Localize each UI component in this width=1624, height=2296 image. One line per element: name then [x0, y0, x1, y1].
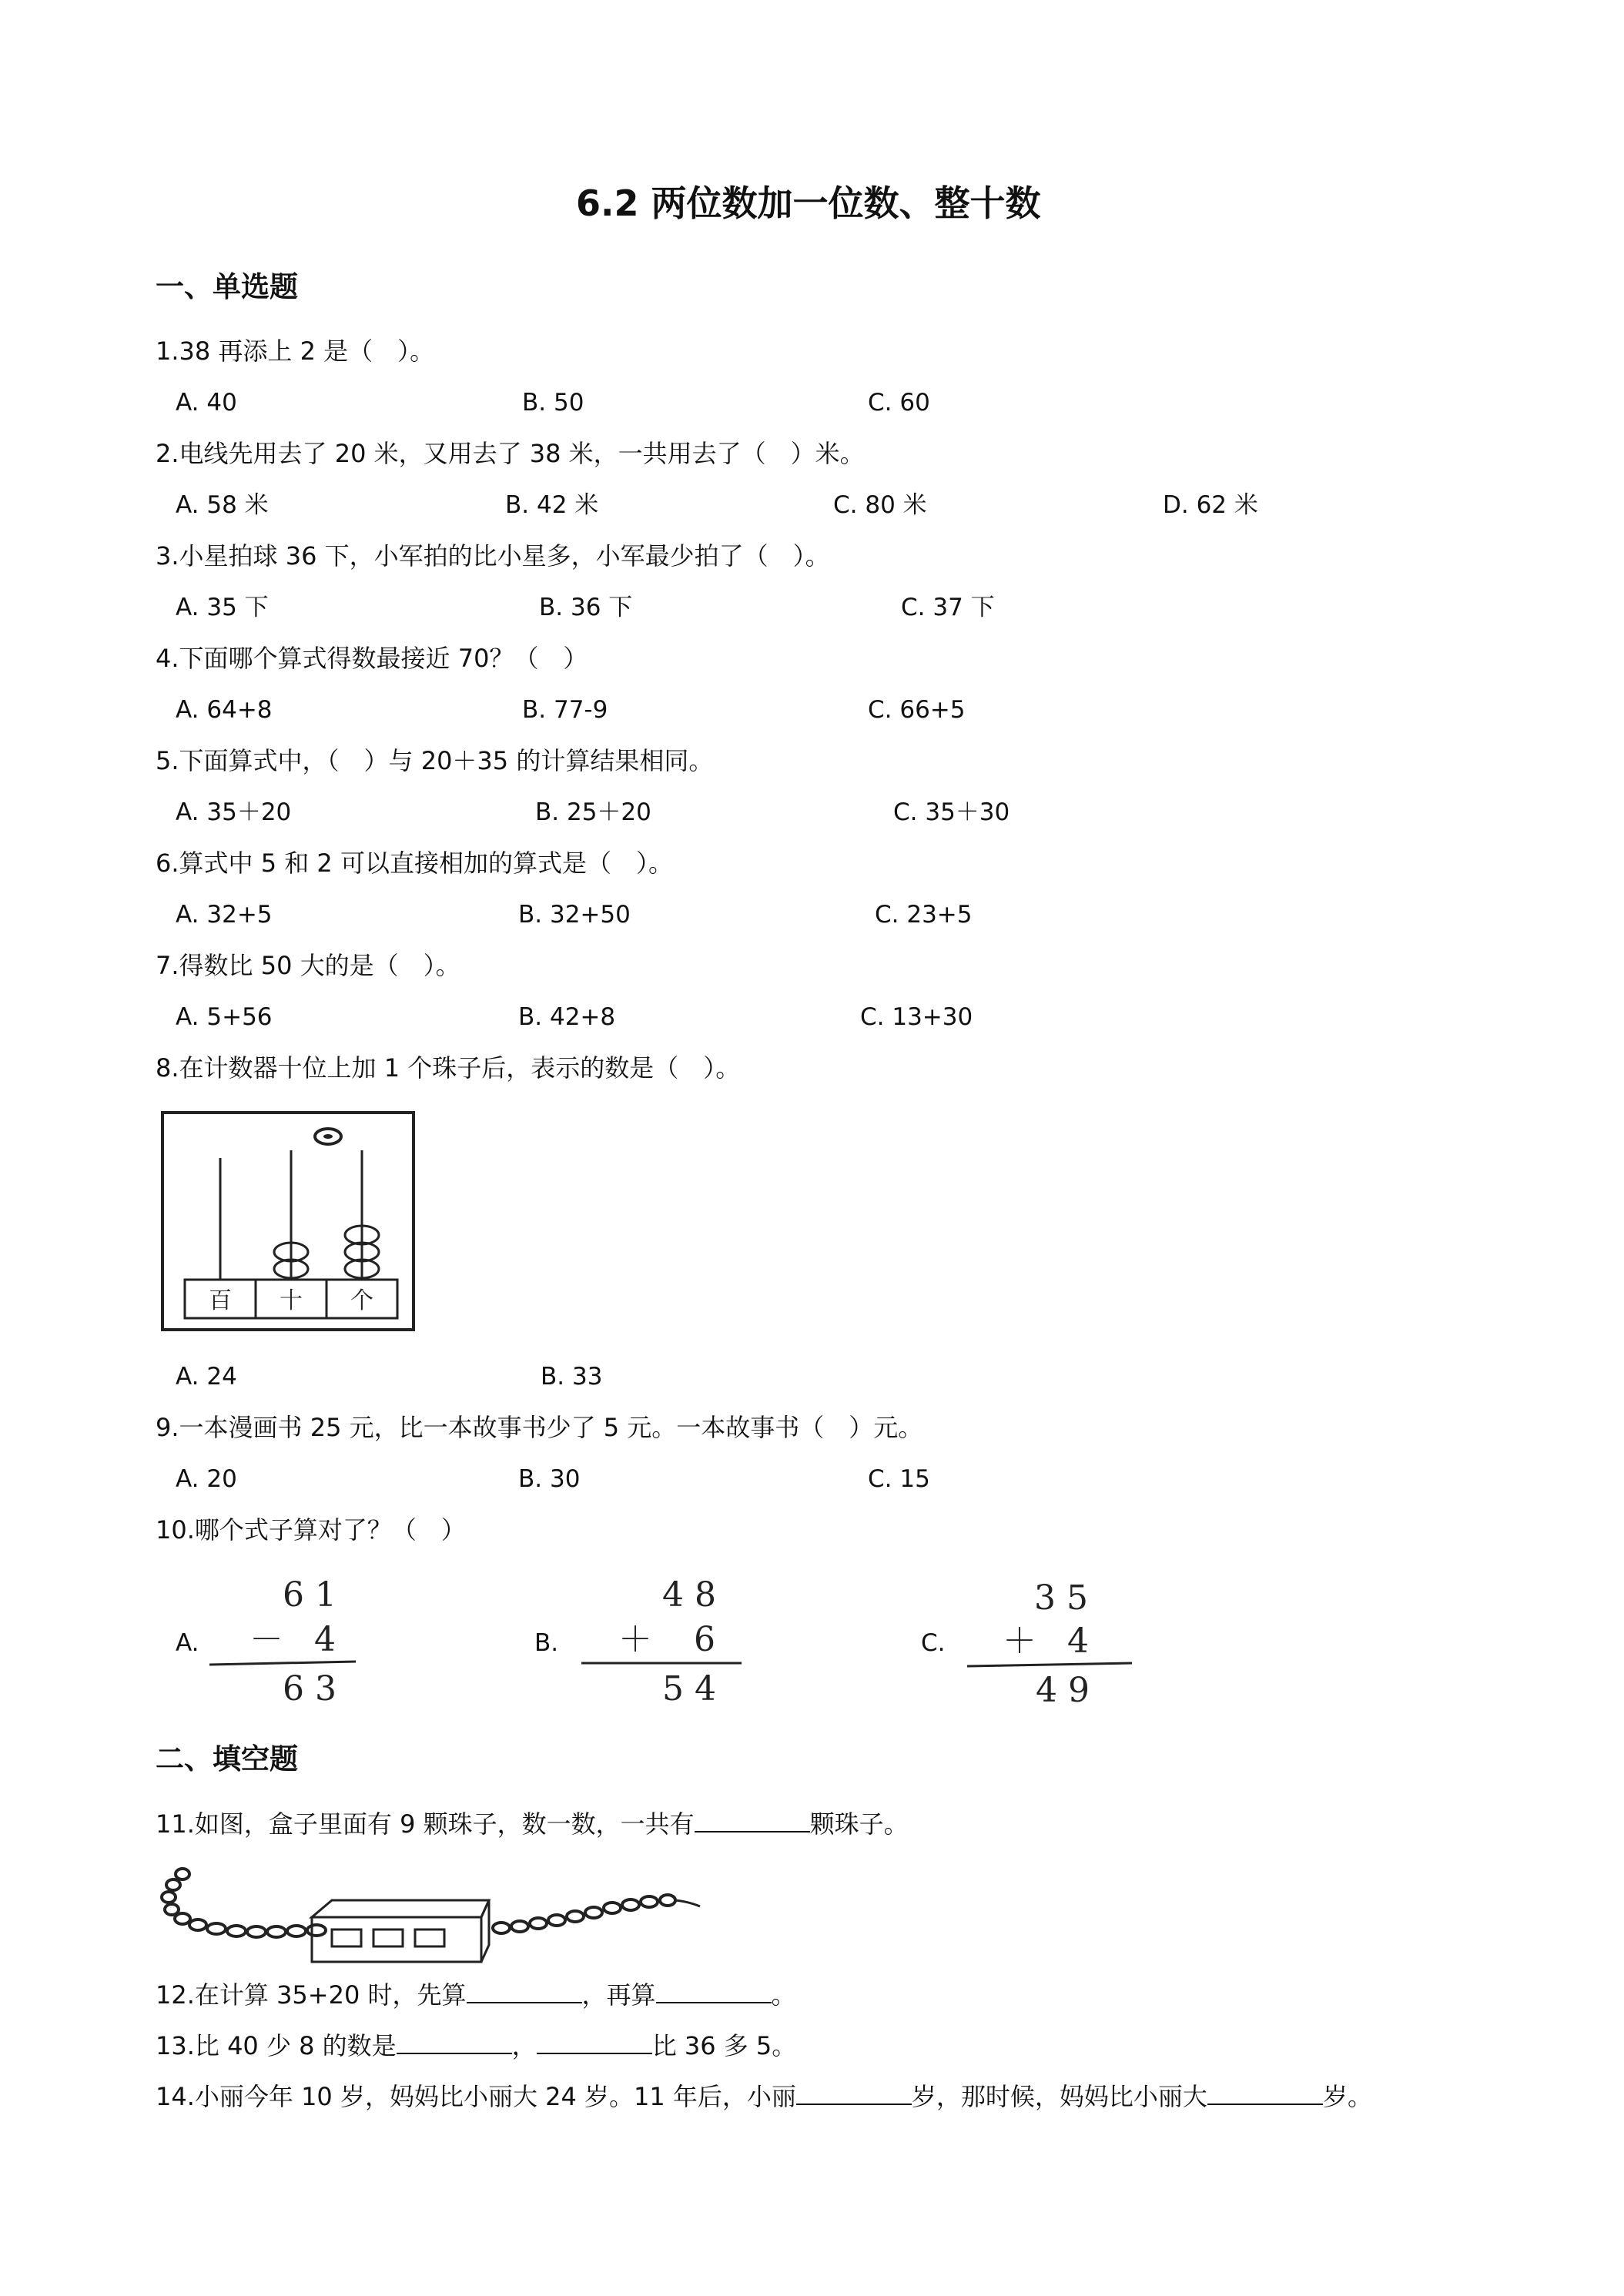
question-13-blank-1[interactable]	[397, 2030, 512, 2054]
vertical-calc-a-second: 4	[314, 1620, 336, 1659]
question-5-option-a[interactable]: A. 35＋20	[176, 798, 292, 826]
question-7-stem: 7.得数比 50 大的是（ ）。	[156, 951, 460, 980]
abacus-label-tens: 十	[280, 1287, 303, 1314]
vertical-calc-a-result: 6 3	[283, 1669, 337, 1709]
vertical-calc-b	[574, 1571, 751, 1709]
question-2-option-a[interactable]: A. 58 米	[176, 491, 269, 519]
page-title: 6.2 两位数加一位数、整十数	[576, 182, 1041, 224]
question-14-blank-1[interactable]	[796, 2080, 912, 2105]
vertical-calc-c	[961, 1571, 1138, 1709]
question-2-option-c[interactable]: C. 80 米	[833, 491, 927, 519]
question-6-option-a[interactable]: A. 32+5	[176, 901, 273, 929]
bead-box-figure	[158, 1862, 712, 1966]
question-2-option-d[interactable]: D. 62 米	[1163, 491, 1258, 519]
question-7-option-a[interactable]: A. 5+56	[176, 1003, 273, 1031]
abacus-label-hundreds: 百	[209, 1287, 232, 1314]
vertical-calc-c-result: 4 9	[1036, 1671, 1090, 1709]
question-11	[156, 1808, 909, 1839]
question-5-stem: 5.下面算式中，（ ）与 20＋35 的计算结果相同。	[156, 746, 714, 775]
question-8-stem: 8.在计数器十位上加 1 个珠子后，表示的数是（ ）。	[156, 1053, 741, 1083]
question-1-option-b[interactable]: B. 50	[522, 389, 584, 417]
question-1-option-c[interactable]: C. 60	[868, 389, 930, 417]
vertical-calc-b-result: 5 4	[662, 1669, 716, 1709]
question-10-option-a[interactable]: A.	[176, 1629, 199, 1657]
question-12-blank-2[interactable]	[656, 1979, 772, 2003]
question-3-option-c[interactable]: C. 37 下	[901, 594, 995, 621]
question-9-option-a[interactable]: A. 20	[176, 1465, 237, 1493]
question-7-option-c[interactable]: C. 13+30	[860, 1003, 973, 1031]
question-10-option-b[interactable]: B.	[534, 1629, 559, 1657]
question-13	[156, 2030, 796, 2061]
question-1-stem: 1.38 再添上 2 是（ ）。	[156, 336, 435, 366]
question-6-stem: 6.算式中 5 和 2 可以直接相加的算式是（ ）。	[156, 848, 673, 878]
question-12-text-1: 12.在计算 35+20 时，先算	[156, 1980, 467, 2010]
question-11-text-2: 颗珠子。	[809, 1809, 909, 1839]
question-14-blank-2[interactable]	[1207, 2080, 1323, 2105]
section-heading-single-choice: 一、单选题	[156, 270, 298, 303]
question-4-stem: 4.下面哪个算式得数最接近 70？（ ）	[156, 644, 588, 673]
question-14-text-3: 岁。	[1322, 2082, 1372, 2111]
question-7-option-b[interactable]: B. 42+8	[518, 1003, 616, 1031]
question-13-text-3: 比 36 多 5。	[651, 2031, 797, 2060]
question-6-option-b[interactable]: B. 32+50	[518, 901, 631, 929]
vertical-calc-c-op: ＋	[1003, 1622, 1036, 1661]
vertical-calc-c-top: 3 5	[1034, 1578, 1088, 1618]
abacus-label-ones: 个	[350, 1287, 373, 1314]
question-3-option-b[interactable]: B. 36 下	[539, 594, 633, 621]
question-5-option-b[interactable]: B. 25＋20	[535, 798, 651, 826]
abacus-figure	[160, 1110, 416, 1332]
question-4-option-c[interactable]: C. 66+5	[868, 696, 966, 724]
question-13-text-1: 13.比 40 少 8 的数是	[156, 2031, 397, 2060]
question-12-blank-1[interactable]	[467, 1979, 582, 2003]
vertical-calc-a-top: 6 1	[283, 1575, 337, 1615]
question-9-option-c[interactable]: C. 15	[868, 1465, 930, 1493]
vertical-calc-a	[202, 1571, 363, 1709]
vertical-calc-b-top: 4 8	[662, 1575, 716, 1615]
question-3-option-a[interactable]: A. 35 下	[176, 594, 269, 621]
vertical-calc-b-second: 6	[694, 1620, 715, 1659]
question-13-blank-2[interactable]	[537, 2030, 652, 2054]
vertical-calc-b-op: ＋	[618, 1620, 652, 1659]
question-4-option-b[interactable]: B. 77-9	[522, 696, 608, 724]
question-6-option-c[interactable]: C. 23+5	[875, 901, 973, 929]
question-14	[156, 2080, 1372, 2112]
question-11-text-1: 11.如图，盒子里面有 9 颗珠子，数一数，一共有	[156, 1809, 695, 1839]
question-9-stem: 9.一本漫画书 25 元，比一本故事书少了 5 元。一本故事书（ ）元。	[156, 1413, 923, 1442]
question-5-option-c[interactable]: C. 35＋30	[893, 798, 1010, 826]
question-14-text-2: 岁，那时候，妈妈比小丽大	[911, 2082, 1207, 2111]
question-10-option-c[interactable]: C.	[921, 1629, 946, 1657]
question-12	[156, 1979, 796, 2010]
question-10-stem: 10.哪个式子算对了？（ ）	[156, 1515, 466, 1545]
vertical-calc-c-second: 4	[1067, 1622, 1089, 1661]
question-9-option-b[interactable]: B. 30	[518, 1465, 581, 1493]
question-11-blank-1[interactable]	[695, 1808, 810, 1832]
question-13-text-2: ，	[511, 2031, 537, 2060]
vertical-calc-a-op: －	[249, 1620, 283, 1659]
question-2-stem: 2.电线先用去了 20 米，又用去了 38 米，一共用去了（ ）米。	[156, 439, 865, 468]
question-14-text-1: 14.小丽今年 10 岁，妈妈比小丽大 24 岁。11 年后，小丽	[156, 2082, 796, 2111]
question-4-option-a[interactable]: A. 64+8	[176, 696, 273, 724]
section-heading-fill-blank: 二、填空题	[156, 1742, 298, 1776]
question-1-option-a[interactable]: A. 40	[176, 389, 237, 417]
question-8-option-b[interactable]: B. 33	[541, 1363, 603, 1391]
question-8-option-a[interactable]: A. 24	[176, 1363, 237, 1391]
question-2-option-b[interactable]: B. 42 米	[505, 491, 599, 519]
question-12-text-2: ，再算	[581, 1980, 656, 2010]
question-3-stem: 3.小星拍球 36 下，小军拍的比小星多，小军最少拍了（ ）。	[156, 541, 830, 571]
question-12-text-3: 。	[771, 1980, 796, 2010]
